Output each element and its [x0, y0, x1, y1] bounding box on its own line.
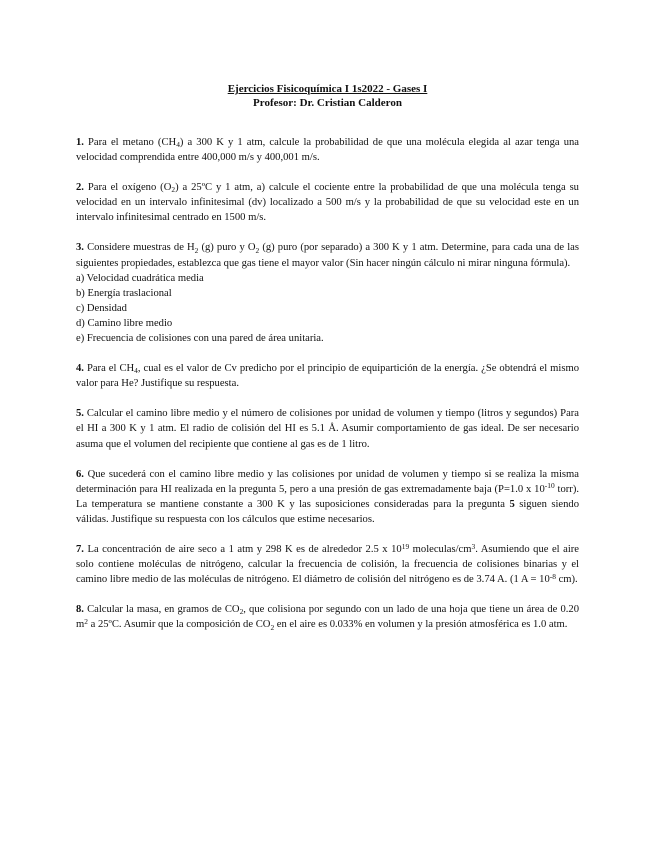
- question-3: [76, 240, 579, 270]
- question-number: 4.: [76, 363, 84, 375]
- question-text: torr). La temperatura se mantiene constante a 300 K y las suposiciones consideradas para la pregunta: [76, 483, 579, 510]
- question-text: Para el oxígeno (O: [83, 182, 172, 194]
- question-text: siguen siendo válidas. Justifique su respuesta con los cálculos que estime necesarios.: [76, 498, 579, 525]
- option-item: e) Frecuencia de colisiones con una pared de área unitaria.: [76, 333, 324, 345]
- question-text: , cual es el valor de Cv predicho por el principio de equipartición de la energía. ¿Se obtendrá el mismo valor para He? Justifique su respuesta.: [76, 363, 579, 390]
- question-text: ) a 300 K y 1 atm, calcule la probabilidad de que una molécula elegida al azar tenga una velocidad comprendida entre 400,000 m/s y 400,001 m/s.: [76, 137, 579, 164]
- question-number: 3.: [76, 242, 84, 254]
- subscript: 4: [176, 140, 180, 150]
- question-5: [76, 406, 579, 451]
- document-page: [76, 82, 579, 632]
- question-text: Considere muestras de H: [83, 242, 195, 254]
- question-text: . Asumiendo que el aire solo contiene moléculas de nitrógeno, calcular la frecuencia de colisión, la frecuencia de colisiones binarias y el camino libre medio de las moléculas de nitrógeno. El diámetro de colisión del nitrógeno es de 3.74 A. (1 A = 10: [76, 543, 580, 586]
- question-text: moleculas/cm: [409, 543, 472, 555]
- subscript: 2: [171, 185, 176, 195]
- option-item: a) Velocidad cuadrática media: [76, 272, 204, 284]
- subscript: 2: [270, 622, 275, 632]
- question-6: [76, 467, 579, 527]
- document-header: [76, 82, 579, 110]
- subscript: 2: [255, 245, 260, 255]
- question-text: Calcular la masa, en gramos de CO: [83, 604, 240, 616]
- question-text: ) a 25ºC y 1 atm, a) calcule el cociente entre la probabilidad de que una molécula tenga su velocidad en un intervalo infinitesimal (dv) localizado a 500 m/s y la probabilidad de que su velocidad este en un intervalo infinitesimal centrado en 1500 m/s.: [76, 182, 579, 224]
- question-number: 6.: [76, 468, 84, 480]
- question-text: , que colisiona por segundo con un lado de una hoja que tiene un área de 0.20 m: [76, 604, 579, 631]
- superscript: -10: [544, 481, 555, 491]
- question-7: [76, 542, 579, 587]
- question-number: 1.: [76, 137, 84, 148]
- superscript: 19: [401, 541, 410, 551]
- professor-line: Profesor: Dr. Cristian Calderon: [253, 97, 402, 109]
- question-text: Para el metano (CH: [83, 137, 177, 148]
- subscript: 2: [239, 607, 244, 617]
- question-8: [76, 602, 579, 632]
- question-number: 2.: [76, 182, 84, 194]
- superscript: -8: [549, 571, 556, 581]
- question-text: La concentración de aire seco a 1 atm y 298 K es de alrededor 2.5 x 10: [83, 543, 402, 555]
- superscript: 3: [471, 541, 476, 551]
- question-text: (g) puro y O: [198, 242, 256, 254]
- question-1: [76, 135, 579, 165]
- question-text: Calcular el camino libre medio y el número de colisiones por unidad de volumen y tiempo (litros y segundos) Para el HI a 300 K y 1 atm. El radio de colisión del HI es 5.1 Å. Asumir comportamiento de gas ideal. De ser necesario asuma que el volumen del recipiente que contiene al gas es de 1 litro.: [76, 408, 579, 450]
- question-3-options: [76, 271, 579, 346]
- question-number: 5.: [76, 408, 84, 420]
- question-number: 8.: [76, 604, 84, 616]
- question-4: [76, 361, 579, 391]
- subscript: 4: [134, 366, 138, 376]
- question-text: Que sucederá con el camino libre medio y las colisiones por unidad de volumen y tiempo si se realiza la misma determinación para HI realizada en la pregunta 5, pero a una presión de gas extremadamente baja (P=1.0 x 10: [76, 468, 579, 495]
- document-title: Ejercicios Fisicoquímica I 1s2022 - Gases I: [227, 83, 428, 95]
- bold-reference: 5: [509, 498, 515, 510]
- question-text: en el aire es 0.033% en volumen y la presión atmosférica es 1.0 atm.: [274, 619, 568, 631]
- option-item: d) Camino libre medio: [76, 317, 173, 329]
- question-text: cm).: [555, 574, 578, 586]
- question-text: (g) puro (por separado) a 300 K y 1 atm. Determine, para cada una de las siguientes propiedades, establezca que gas tiene el mayor valor (Sin hacer ningún cálculo ni mirar ninguna fórmula).: [76, 242, 579, 269]
- question-2: [76, 180, 579, 225]
- option-item: b) Energía traslacional: [76, 287, 172, 299]
- superscript: 2: [84, 617, 88, 627]
- question-text: Para el CH: [83, 363, 135, 375]
- subscript: 2: [194, 245, 199, 255]
- question-number: 7.: [76, 543, 84, 555]
- option-item: c) Densidad: [76, 302, 127, 314]
- question-text: a 25ºC. Asumir que la composición de CO: [87, 619, 271, 631]
